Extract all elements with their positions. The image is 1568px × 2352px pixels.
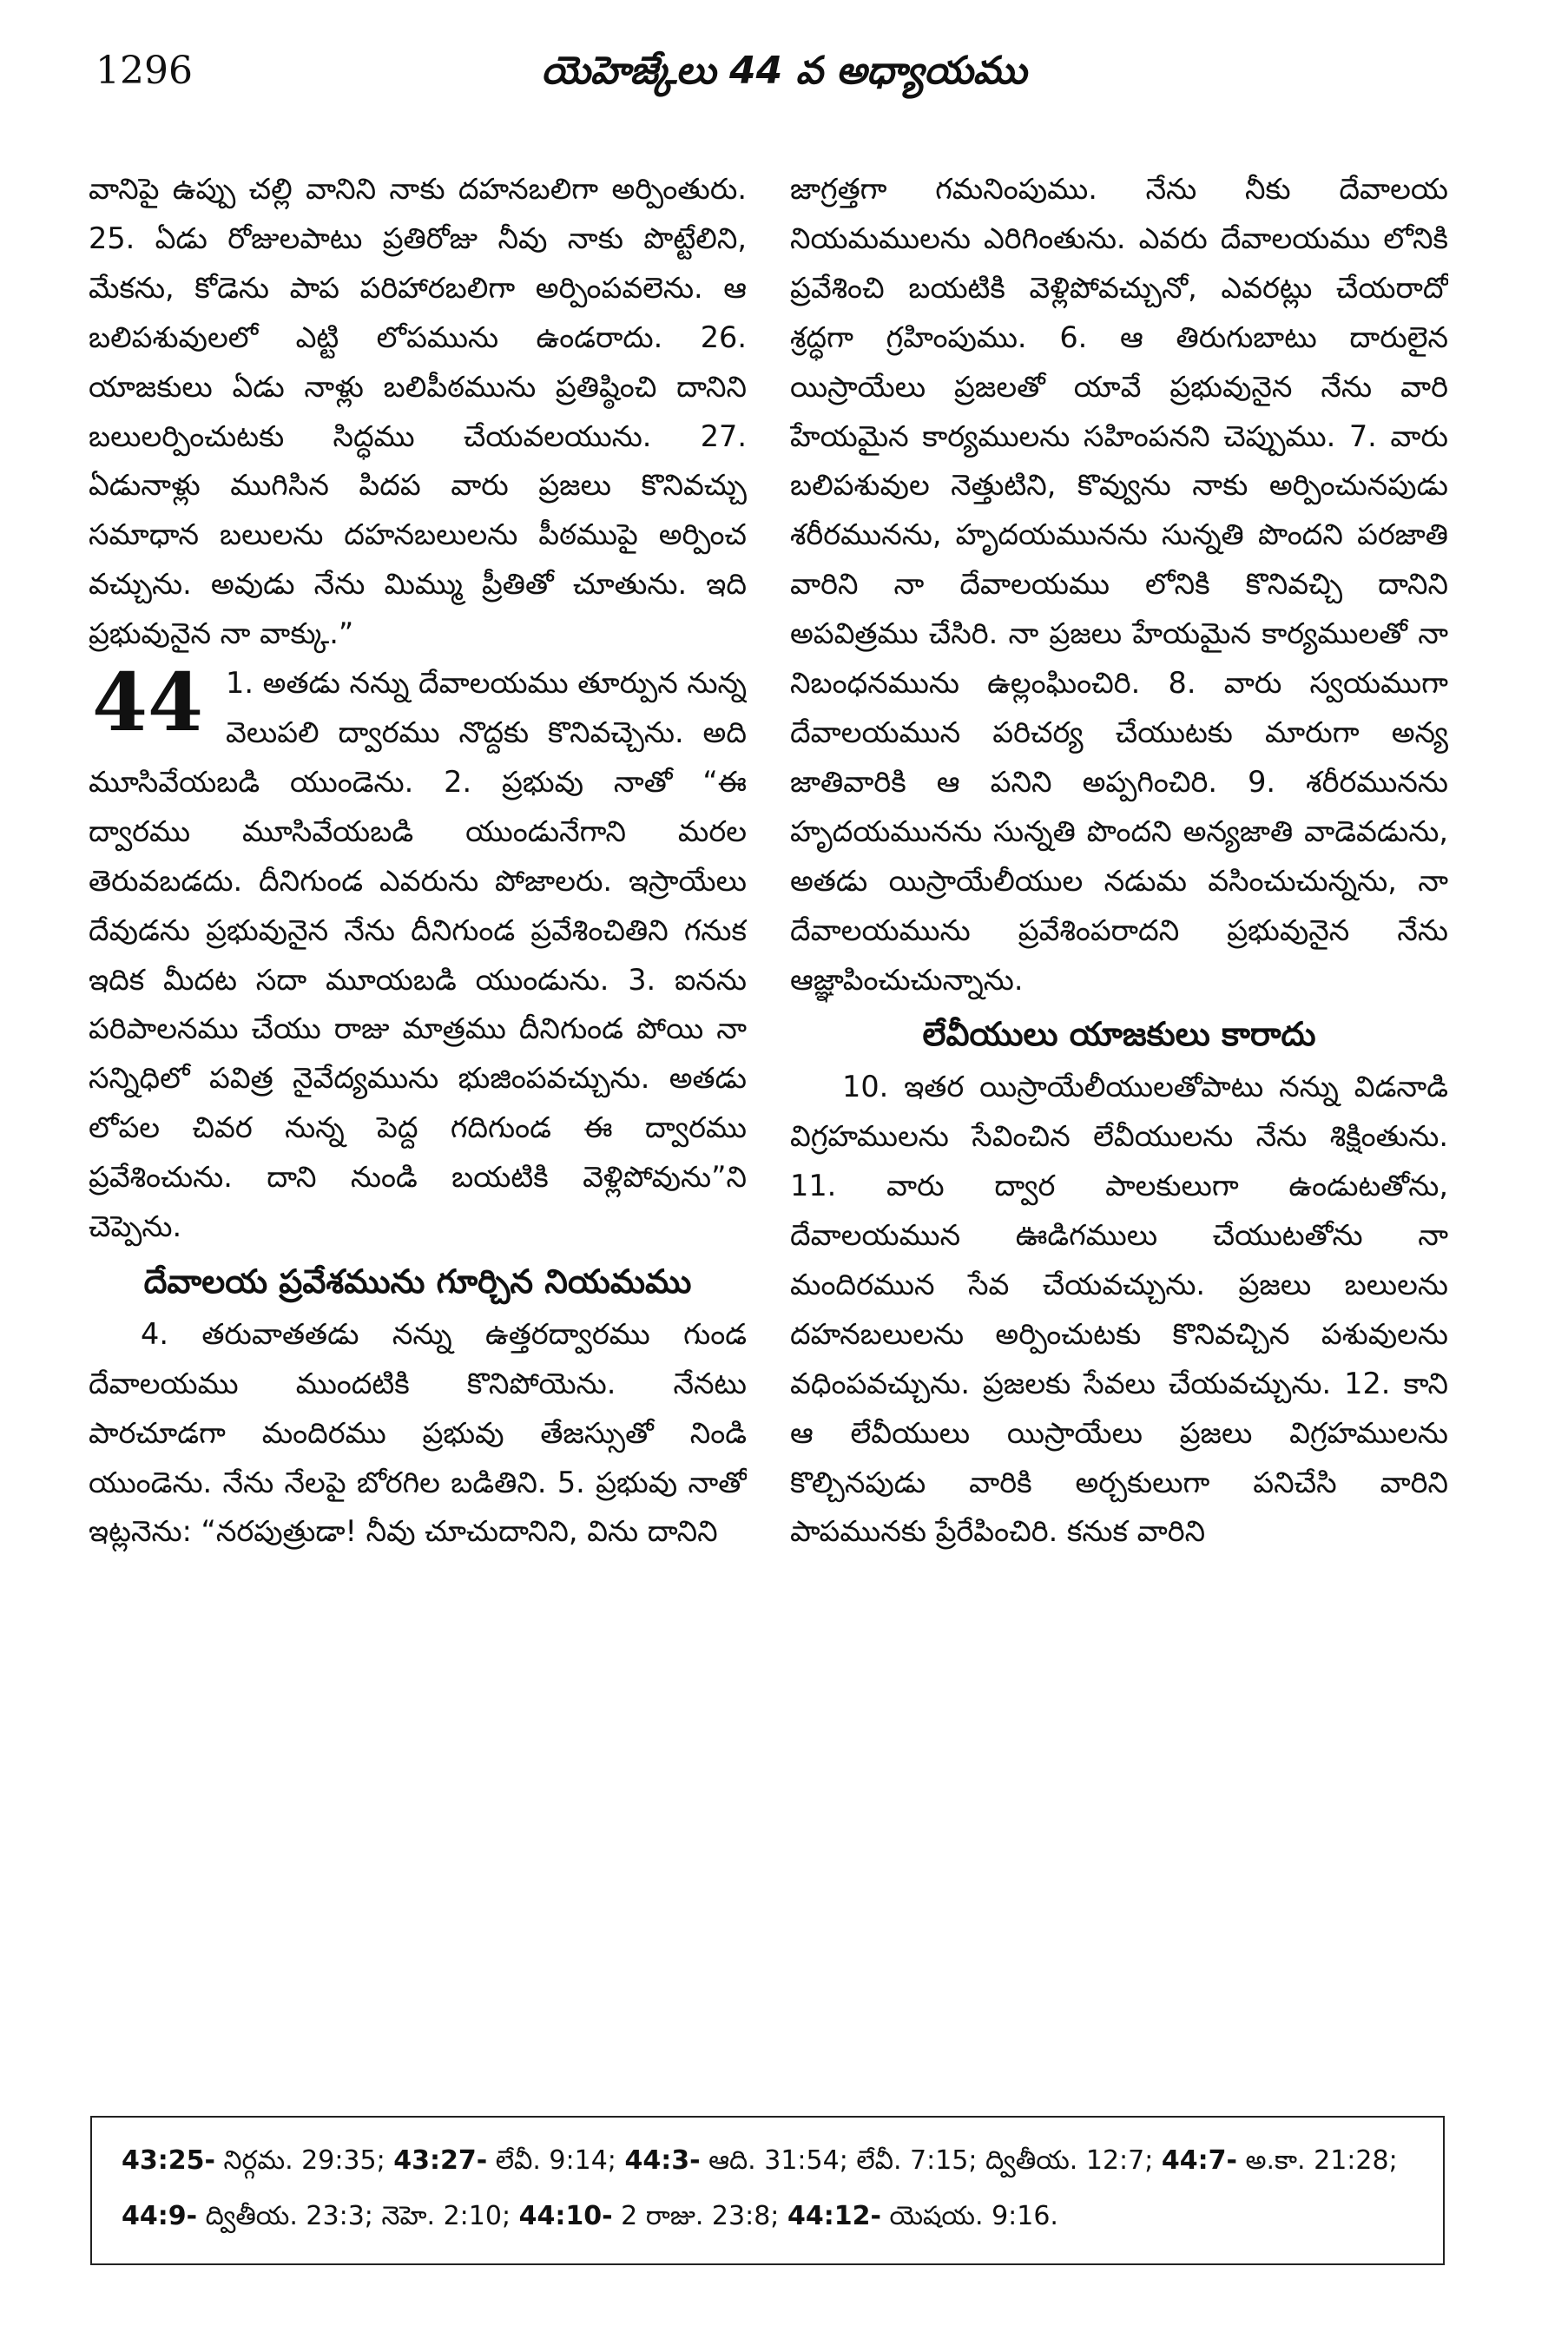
reference-key: 44:12- [787,2201,881,2231]
chapter-paragraph [89,656,747,1252]
reference-key: 44:9- [122,2201,198,2231]
reference-key: 44:7- [1161,2145,1237,2176]
page-header [87,43,1481,113]
reference-item: 43:25- నిర్గమ. 29:35; [122,2145,394,2176]
reference-item: 44:9- ద్వితీయ. 23:3; నెహె. 2:10; [122,2201,519,2231]
section-title: దేవాలయ ప్రవేశమును గూర్చిన నియమము [143,1262,692,1301]
chapter-number: 44 [92,656,204,750]
reference-item: 43:27- లేవీ. 9:14; [393,2145,625,2176]
right-column [790,165,1448,2075]
reference-item: 44:7- అ.కా. 21:28; [1161,2145,1398,2176]
running-title: యెహెజ్కేలు 44 వ అధ్యాయము [541,49,1027,93]
paragraph-text: 1. అతడు నన్ను దేవాలయము తూర్పున నున్న వెలుపలి ద్వారము నొద్దకు కొనివచ్చెను. అది మూసివేయబడి యుండెను. 2. ప్రభువు నాతో “ఈ ద్వారము మూసివేయబడి యుండునేగాని మరల తెరువబడదు. దీనిగుండ ఎవరును పోజాలరు. ఇస్రాయేలు దేవుడను ప్రభువునైన నేను దీనిగుండ ప్రవేశించితిని గనుక ఇదిక మీదట సదా మూయబడి యుండును. 3. ఐనను పరిపాలనము చేయు రాజు మాత్రము దీనిగుండ పోయి నా సన్నిధిలో పవిత్ర నైవేద్యమును భుజింపవచ్చును. అతడు లోపల చివర నున్న పెద్ద గదిగుండ ఈ ద్వారము ప్రవేశించును. దాని నుండి బయటికి వెళ్లిపోవును”ని చెప్పెను. [89,666,747,1244]
left-column [89,165,747,2075]
paragraph: 4. తరువాతతడు నన్ను ఉత్తరద్వారము గుండ దేవాలయము ముందటికి కొనిపోయెను. నేనటు పారచూడగా మందిరము ప్రభువు తేజస్సుతో నిండి యుండెను. నేను నేలపై బోరగిల బడితిని. 5. ప్రభువు నాతో ఇట్లనెను: “నరపుత్రుడా! నీవు చూచుదానిని, విను దానిని [89,1316,747,1549]
cross-references-box [90,2116,1445,2265]
reference-key: 43:27- [393,2145,488,2176]
paragraph: జాగ్రత్తగా గమనింపుము. నేను నీకు దేవాలయ నియమములను ఎరిగింతును. ఎవరు దేవాలయము లోనికి ప్రవేశించి బయటికి వెళ్లిపోవచ్చునో, ఎవరట్లు చేయరాదో శ్రద్ధగా గ్రహింపుము. 6. ఆ తిరుగుబాటు దారులైన యిస్రాయేలు ప్రజలతో యావే ప్రభువునైన నేను వారి హేయమైన కార్యములను సహింపనని చెప్పుము. 7. వారు బలిపశువుల నెత్తుటిని, కొవ్వును నాకు అర్పించునపుడు శరీరమునను, హృదయమునను సున్నతి పొందని పరజాతి వారిని నా దేవాలయము లోనికి కొనివచ్చి దానిని అపవిత్రము చేసిరి. నా ప్రజలు హేయమైన కార్యములతో నా నిబంధనమును ఉల్లంఘించిరి. 8. వారు స్వయముగా దేవాలయమున పరిచర్య చేయుటకు మారుగా అన్య జాతివారికి ఆ పనిని అప్పగించిరి. 9. శరీరమునను హృదయమునను సున్నతి పొందని అన్యజాతి వాడెవడును, అతడు యిస్రాయేలీయుల నడుమ వసించుచున్నను, నా దేవాలయమును ప్రవేశింపరాదని ప్రభువునైన నేను ఆజ్ఞాపించుచున్నాను. [790,172,1448,997]
reference-item: 44:12- యెషయ. 9:16. [787,2201,1058,2231]
reference-item: 44:3- ఆది. 31:54; లేవీ. 7:15; ద్వితీయ. 12:7; [624,2145,1162,2176]
page-number: 1296 [96,49,193,93]
paragraph: 10. ఇతర యిస్రాయేలీయులతోపాటు నన్ను విడనాడి విగ్రహములను సేవించిన లేవీయులను నేను శిక్షింతును. 11. వారు ద్వార పాలకులుగా ఉండుటతోను, దేవాలయమున ఊడిగములు చేయుటతోను నా మందిరమున సేవ చేయవచ్చును. ప్రజలు బలులను దహనబలులను అర్పించుటకు కొనివచ్చిన పశువులను వధింపవచ్చును. ప్రజలకు సేవలు చేయవచ్చును. 12. కాని ఆ లేవీయులు యిస్రాయేలు ప్రజలు విగ్రహములను కొల్చినపుడు వారికి అర్చకులుగా పనిచేసి వారిని పాపమునకు ప్రేరేపించిరి. కనుక వారిని [790,1070,1448,1549]
paragraph: వానిపై ఉప్పు చల్లి వానిని నాకు దహనబలిగా అర్పింతురు. 25. ఏడు రోజులపాటు ప్రతిరోజు నీవు నాకు పొట్టేలిని, మేకను, కోడెను పాప పరిహారబలిగా అర్పింపవలెను. ఆ బలిపశువులలో ఎట్టి లోపమును ఉండరాదు. 26. యాజకులు ఏడు నాళ్లు బలిపీఠమును ప్రతిష్ఠించి దానిని బలులర్పించుటకు సిద్ధము చేయవలయును. 27. ఏడునాళ్లు ముగిసిన పిదప వారు ప్రజలు కొనివచ్చు సమాధాన బలులను దహనబలులను పీఠముపై అర్పించ వచ్చును. అవుడు నేను మిమ్ము ప్రీతితో చూతును. ఇది ప్రభువునైన నా వాక్కు.” [89,172,747,651]
reference-key: 44:3- [624,2145,701,2176]
reference-key: 43:25- [122,2145,215,2176]
section-title: లేవీయులు యాజకులు కారాదు [922,1015,1316,1054]
reference-key: 44:10- [518,2201,613,2231]
reference-item: 44:10- 2 రాజు. 23:8; [518,2201,787,2231]
